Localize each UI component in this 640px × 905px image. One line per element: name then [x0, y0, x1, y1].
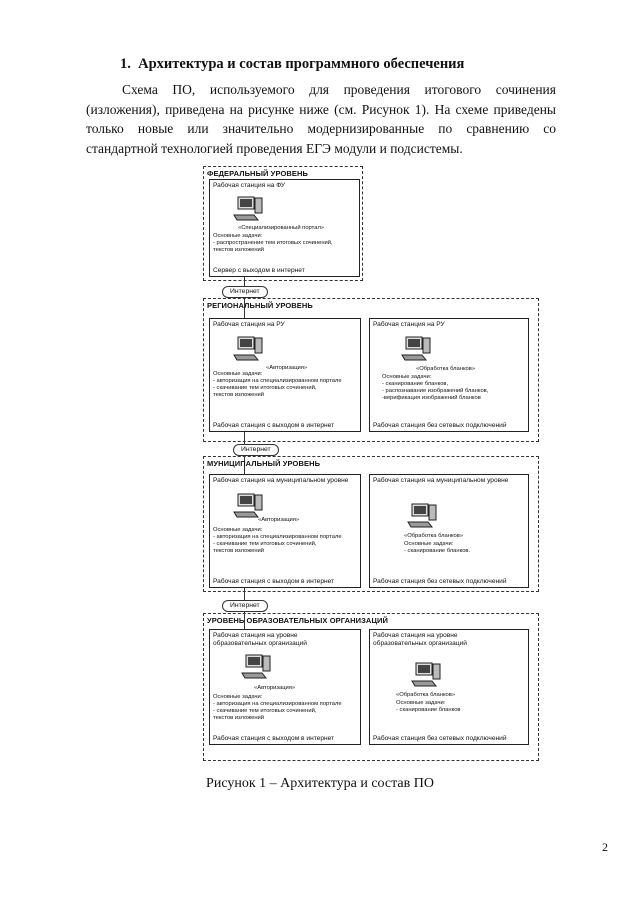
computer-icon	[400, 336, 432, 362]
section-heading	[120, 56, 464, 73]
box-module: «Авторизация»	[254, 685, 296, 691]
box-header: Рабочая станция на уровне образовательных организаций	[213, 632, 307, 647]
regional-level-title: РЕГИОНАЛЬНЫЙ УРОВЕНЬ	[207, 301, 313, 310]
box-tasks-title: Основные задачи:	[213, 371, 263, 377]
box-tasks-title: Основные задачи:	[213, 233, 263, 239]
box-task: текстов изложений	[213, 715, 265, 721]
box-header: Рабочая станция на уровне образовательных организаций	[373, 632, 467, 647]
computer-icon	[232, 336, 264, 362]
box-task: - скачивание тем итоговых сочинений,	[213, 541, 317, 547]
computer-icon	[406, 503, 438, 529]
internet-cloud: Интернет	[222, 286, 268, 298]
box-task: - сканирование бланков	[396, 707, 461, 713]
regional-auth-box	[209, 318, 361, 432]
box-header: Рабочая станция на РУ	[373, 321, 445, 328]
box-task: - сканирование бланков,	[382, 381, 449, 387]
box-task: - сканирование бланков.	[404, 548, 471, 554]
federal-workstation-box	[209, 179, 360, 277]
internet-cloud: Интернет	[222, 600, 268, 612]
box-footer: Рабочая станция без сетевых подключений	[373, 422, 507, 429]
page-number: 2	[602, 840, 608, 854]
municipal-auth-box	[209, 474, 361, 588]
box-module: «Авторизация»	[258, 517, 300, 523]
section-title: Архитектура и состав программного обеспечения	[138, 56, 465, 72]
box-task: текстов изложений	[213, 548, 265, 554]
federal-level-title: ФЕДЕРАЛЬНЫЙ УРОВЕНЬ	[207, 169, 309, 178]
box-footer: Рабочая станция с выходом в интернет	[213, 735, 335, 742]
box-tasks-title: Основные задачи:	[213, 694, 263, 700]
box-task: текстов изложений	[213, 247, 265, 253]
municipal-level-title: МУНИЦИПАЛЬНЫЙ УРОВЕНЬ	[207, 459, 321, 468]
regional-forms-box	[369, 318, 529, 432]
box-task: - скачивание тем итоговых сочинений,	[213, 385, 317, 391]
box-module: «Обработка бланков»	[416, 366, 476, 372]
box-footer: Рабочая станция с выходом в интернет	[213, 422, 335, 429]
box-footer: Рабочая станция без сетевых подключений	[373, 578, 507, 585]
box-module: «Обработка бланков»	[396, 692, 456, 698]
box-header: Рабочая станция на ФУ	[213, 182, 286, 189]
box-footer: Рабочая станция без сетевых подключений	[373, 735, 507, 742]
box-module: «Специализированный портал»	[238, 225, 325, 231]
box-header: Рабочая станция на муниципальном уровне	[213, 477, 349, 484]
computer-icon	[410, 662, 442, 688]
section-number: 1.	[120, 56, 131, 72]
box-tasks-title: Основные задачи:	[382, 374, 432, 380]
box-module: «Авторизация»	[266, 365, 308, 371]
box-task: - скачивание тем итоговых сочинений,	[213, 708, 317, 714]
computer-icon	[240, 654, 272, 680]
computer-icon	[232, 196, 264, 222]
municipal-forms-box	[369, 474, 529, 588]
edu-level-title: УРОВЕНЬ ОБРАЗОВАТЕЛЬНЫХ ОРГАНИЗАЦИЙ	[207, 616, 389, 625]
computer-icon	[232, 493, 264, 519]
box-task: - авторизация на специализированном портале	[213, 534, 342, 540]
box-task: - авторизация на специализированном портале	[213, 378, 342, 384]
box-tasks-title: Основные задачи:	[404, 541, 454, 547]
box-tasks-title: Основные задачи:	[213, 527, 263, 533]
box-footer: Сервер с выходом в интернет	[213, 267, 305, 274]
edu-forms-box	[369, 629, 529, 745]
edu-auth-box	[209, 629, 361, 745]
box-task: текстов изложений	[213, 392, 265, 398]
box-header: Рабочая станция на муниципальном уровне	[373, 477, 509, 484]
box-task: - распространение тем итоговых сочинений,	[213, 240, 333, 246]
box-task: - авторизация на специализированном портале	[213, 701, 342, 707]
box-header: Рабочая станция на РУ	[213, 321, 285, 328]
box-module: «Обработка бланков»	[404, 533, 464, 539]
box-tasks-title: Основные задачи:	[396, 700, 446, 706]
box-task: - распознавание изображений бланков,	[382, 388, 489, 394]
box-footer: Рабочая станция с выходом в интернет	[213, 578, 335, 585]
internet-cloud: Интернет	[233, 444, 279, 456]
section-paragraph: Схема ПО, используемого для проведения итогового сочинения (изложения), приведена на рисунке ниже (см. Рисунок 1). На схеме приведены только новые или значительно модернизированные по сравнению со стандартной технологией проведения ЕГЭ модули и подсистемы.	[86, 82, 556, 156]
figure-caption: Рисунок 1 – Архитектура и состав ПО	[206, 776, 434, 791]
box-task: -верификация изображений бланков	[382, 395, 481, 401]
